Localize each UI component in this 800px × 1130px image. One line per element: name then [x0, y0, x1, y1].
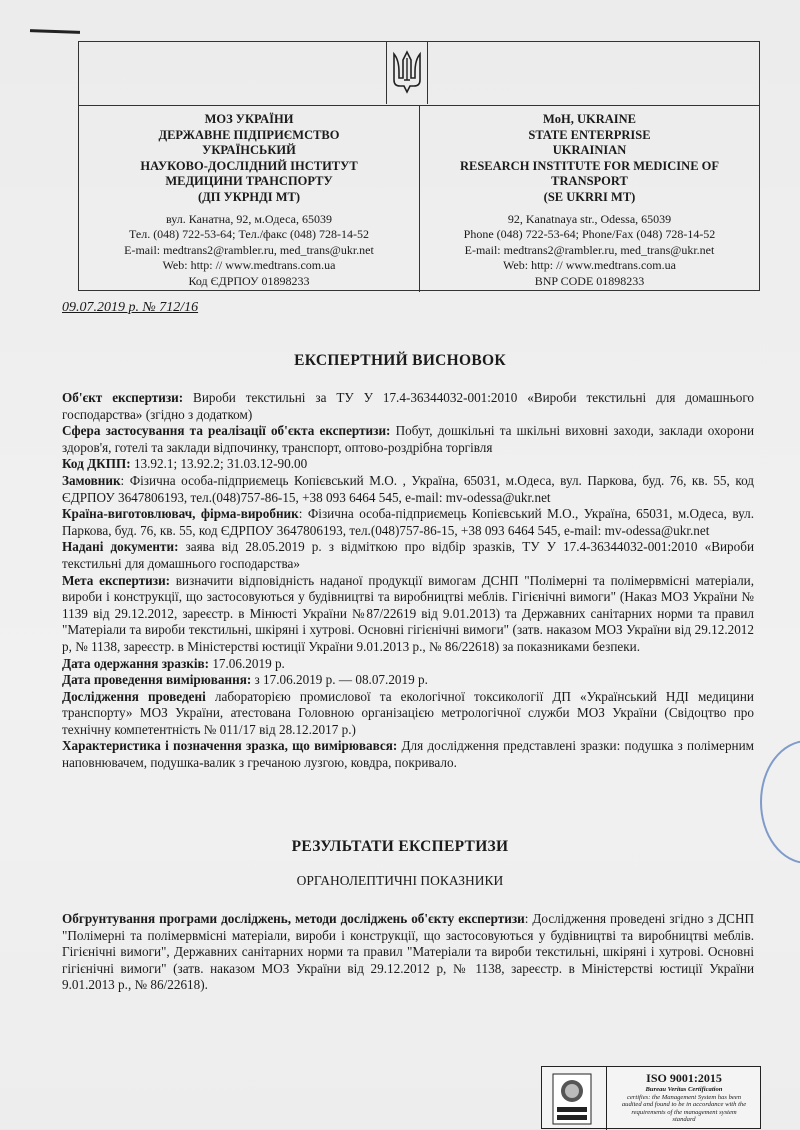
- org-line: RESEARCH INSTITUTE FOR MEDICINE OF: [459, 158, 720, 173]
- detail-paragraph: [62, 456, 754, 473]
- email: E-mail: medtrans2@rambler.ru, med_trans@ukr.net: [124, 242, 374, 257]
- expertise-details: [62, 390, 754, 772]
- org-line: TRANSPORT: [551, 174, 628, 189]
- org-line: UKRAINIAN: [552, 143, 627, 158]
- email: E-mail: medtrans2@rambler.ru, med_trans@ukr.net: [464, 242, 715, 257]
- org-name-ua: [79, 112, 419, 206]
- results-text: : Дослідження проведені згідно з ДСНП "Полімерні та полімервмісні матеріали, вироби і конструкції, що застосовуються у будівництві та виробництві меблів. Гігієнічні вимоги", Державних санітарних норми та правил "Матеріали та вироби текстильні, шкіряні і хутрові. Основні гігієнічні вимоги" (затв. наказом МОЗ України від 29.12.2012 р, № 1138, зареєстр. в Міністерстві юстиції України 9.01.2013 р., № 86/22618).: [62, 911, 754, 993]
- corner-mark: [30, 29, 80, 34]
- org-line: (ДП УКРНДІ МТ): [197, 189, 301, 204]
- detail-label: Замовник: [62, 472, 121, 488]
- detail-text: 13.92.1; 13.92.2; 31.03.12-90.00: [130, 456, 308, 472]
- detail-text: : Фізична особа-підприємець Копієвський М.О. , Україна, 65031, м.Одеса, вул. Паркова, буд. 76, кв. 55, код ЄДРПОУ 3647806193, тел.(048)757-86-15, +38 093 6464 545, e-mail: mv-odessa@ukr.net: [62, 472, 754, 505]
- address: 92, Kanatnaya str., Odessa, 65039: [507, 211, 672, 226]
- detail-text: 17.06.2019 р.: [209, 655, 285, 671]
- detail-paragraph: [62, 738, 754, 771]
- iso-line: requirements of the management system: [631, 1108, 737, 1116]
- detail-label: Код ДКПП:: [62, 456, 131, 472]
- detail-label: Дослідження проведені: [62, 688, 206, 704]
- detail-text: : Фізична особа-підприємець Копієвський М.О., Україна, 65031, м.Одеса, вул. Паркова, буд. 76, кв. 55, код ЄДРПОУ 3647806193, тел.(048)757-86-15, +38 093 6464 545, e-mail: mv-odessa@ukr.net: [62, 506, 754, 538]
- detail-paragraph: [62, 656, 754, 673]
- detail-label: Дата одержання зразків:: [62, 655, 210, 671]
- detail-paragraph: [62, 390, 754, 423]
- detail-paragraph: [62, 539, 754, 572]
- detail-text: Побут, дошкільні та шкільні виховні заходи, заклади охорони здоров'я, готелі та заклади відпочинку, транспорт, оптово-роздрібна торгівля: [62, 423, 754, 455]
- registry-code: BNP CODE 01898233: [534, 273, 645, 288]
- iso-line: Bureau Veritas Certification: [645, 1086, 723, 1093]
- phone: Тел. (048) 722-53-64; Тел./факс (048) 728-14-52: [129, 227, 369, 242]
- results-paragraph: [62, 911, 754, 994]
- document-title: ЕКСПЕРТНИЙ ВИСНОВОК: [294, 352, 506, 369]
- results-subtitle: ОРГАНОЛЕПТИЧНІ ПОКАЗНИКИ: [296, 873, 504, 888]
- detail-label: Сфера застосування та реалізації об'єкта експертизи:: [62, 423, 391, 439]
- detail-text: заява від 28.05.2019 р. з відміткою про відбір зразків, ТУ У 17.4-36344032-001:2010 «Вироби текстильні для домашнього господарства»: [62, 539, 754, 571]
- website: Web: http: // www.medtrans.com.ua: [503, 258, 676, 273]
- detail-paragraph: [62, 423, 754, 456]
- org-line: МЕДИЦИНИ ТРАНСПОРТУ: [165, 174, 333, 189]
- detail-text: Для дослідження представлені зразки: подушка з полімерним наповнювачем, подушка-валик з гречаною лузгою, ковдра, покривало.: [62, 738, 755, 771]
- detail-paragraph: [62, 506, 754, 539]
- detail-label: Надані документи:: [62, 539, 179, 555]
- letterhead-top: [79, 42, 759, 106]
- org-line: НАУКОВО-ДОСЛІДНИЙ ІНСТИТУТ: [140, 158, 358, 173]
- iso-text: [610, 1071, 758, 1124]
- results-body: [62, 911, 754, 994]
- detail-label: Характеристика і позначення зразка, що вимірювався:: [62, 738, 398, 754]
- iso-line: certifies: the Management System has been: [626, 1093, 742, 1101]
- detail-paragraph: [62, 689, 754, 739]
- detail-paragraph: [62, 473, 754, 506]
- document-number: 09.07.2019 р. № 712/16: [62, 300, 199, 315]
- letterhead-ua: [79, 106, 419, 292]
- detail-label: Об'єкт експертизи:: [62, 390, 184, 405]
- results-title: РЕЗУЛЬТАТИ ЕКСПЕРТИЗИ: [291, 838, 509, 855]
- detail-label: Дата проведення вимірювання:: [62, 672, 252, 688]
- org-line: MoH, UKRAINE: [542, 112, 637, 126]
- org-line: МОЗ УКРАЇНИ: [204, 112, 294, 126]
- phone: Phone (048) 722-53-64; Phone/Fax (048) 728-14-52: [463, 227, 716, 242]
- trident-emblem-icon: [391, 50, 423, 94]
- org-line: ДЕРЖАВНЕ ПІДПРИЄМСТВО: [158, 127, 340, 142]
- iso-title: ISO 9001:2015: [646, 1071, 722, 1085]
- iso-line: standard: [672, 1116, 696, 1124]
- letterhead: [78, 41, 760, 291]
- letterhead-en: [419, 106, 759, 292]
- results-label: Обгрунтування програми досліджень, методи досліджень об'єкту експертизи: [62, 911, 525, 926]
- detail-label: Країна-виготовлювач, фірма-виробник: [62, 506, 299, 522]
- contacts-en: [420, 212, 759, 290]
- website: Web: http: // www.medtrans.com.ua: [162, 258, 336, 273]
- iso-line: audited and found to be in accordance with the: [621, 1101, 747, 1109]
- detail-paragraph: [62, 672, 754, 689]
- emblem-box: [386, 42, 428, 104]
- org-name-en: [420, 112, 759, 206]
- contacts-ua: [79, 212, 419, 290]
- detail-label: Мета експертизи:: [62, 572, 171, 588]
- iso-certification-badge: [541, 1066, 761, 1129]
- org-line: УКРАЇНСЬКИЙ: [202, 143, 296, 158]
- detail-text: лабораторією промислової та екологічної токсикології ДП «Український НДІ медицини транспорту» МОЗ України, атестована Головною організацією метрологічної служби МОЗ України (Свідоцтво про технічну компетентність № 011/17 від 28.12.2017 р.): [62, 688, 754, 737]
- address: вул. Канатна, 92, м.Одеса, 65039: [166, 211, 332, 226]
- iso-separator: [606, 1067, 607, 1130]
- bureau-veritas-logo-icon: [552, 1073, 592, 1125]
- detail-text: визначити відповідність наданої продукції вимогам ДСНП "Полімерні та полімервмісні матеріали, вироби і конструкції, що застосовуються у будівництві та виробництві меблів. Гігієнічні вимоги" (Наказ МОЗ України № 1139 від 29.12.2012, зареєстр. в Мінюсті України №87/22619 від 9.01.2013) та Державних санітарних норми та правил "Матеріали та вироби текстильні, шкіряні і хутрові. Основні гігієнічні вимоги" (затв. наказом МОЗ України від 29.12.2012 р, № 1138, зареєстр. в Міністерстві юстиції України 9.01.2013 р., № 86/22618) за показниками безпеки.: [62, 572, 755, 654]
- detail-paragraph: [62, 573, 754, 656]
- detail-text: Вироби текстильні за ТУ У 17.4-36344032-001:2010 «Вироби текстильні для домашнього господарства» (згідно з додатком): [62, 390, 755, 422]
- org-line: (SE UKRRI MT): [543, 189, 636, 204]
- org-line: STATE ENTERPRISE: [528, 127, 651, 142]
- detail-text: з 17.06.2019 р. — 08.07.2019 р.: [251, 672, 428, 688]
- registry-code: Код ЄДРПОУ 01898233: [188, 273, 310, 288]
